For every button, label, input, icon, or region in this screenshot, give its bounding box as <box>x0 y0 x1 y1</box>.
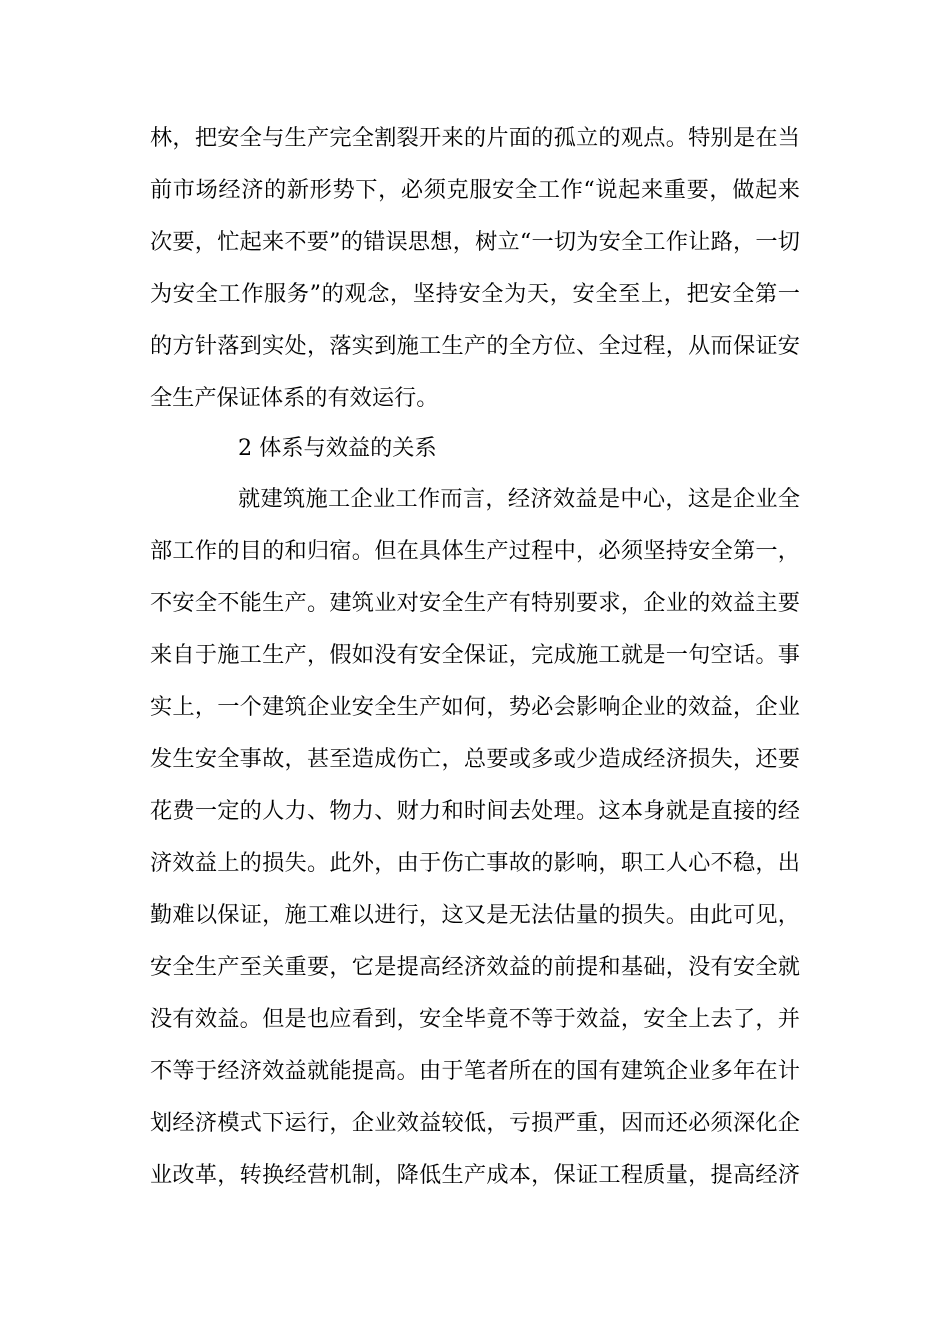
text-line: 前市场经济的新形势下，必须克服安全工作“说起来重要，做起来 <box>150 177 800 203</box>
text-line: 发生安全事故，甚至造成伤亡，总要或多或少造成经济损失，还要 <box>150 746 800 772</box>
text-line: 划经济模式下运行，企业效益较低，亏损严重，因而还必须深化企 <box>150 1110 800 1136</box>
text-line: 花费一定的人力、物力、财力和时间去处理。这本身就是直接的经 <box>150 798 800 824</box>
text-line: 不等于经济效益就能提高。由于笔者所在的国有建筑企业多年在计 <box>150 1058 800 1084</box>
text-line: 林，把安全与生产完全割裂开来的片面的孤立的观点。特别是在当 <box>150 125 800 151</box>
text-line: 就建筑施工企业工作而言，经济效益是中心，这是企业全 <box>238 486 800 512</box>
text-line: 部工作的目的和归宿。但在具体生产过程中，必须坚持安全第一， <box>150 538 800 564</box>
text-line: 次要，忙起来不要”的错误思想，树立“一切为安全工作让路，一切 <box>150 229 800 255</box>
text-line: 不安全不能生产。建筑业对安全生产有特别要求，企业的效益主要 <box>150 590 800 616</box>
text-line: 没有效益。但是也应看到，安全毕竟不等于效益，安全上去了，并 <box>150 1006 800 1032</box>
section-heading: 2 体系与效益的关系 <box>238 435 437 461</box>
text-line: 济效益上的损失。此外，由于伤亡事故的影响，职工人心不稳，出 <box>150 850 800 876</box>
text-line: 全生产保证体系的有效运行。 <box>150 385 439 411</box>
text-line: 勤难以保证，施工难以进行，这又是无法估量的损失。由此可见， <box>150 902 800 928</box>
text-line: 业改革，转换经营机制，降低生产成本，保证工程质量，提高经济 <box>150 1162 800 1188</box>
text-line: 实上，一个建筑企业安全生产如何，势必会影响企业的效益，企业 <box>150 694 800 720</box>
text-line: 的方针落到实处，落实到施工生产的全方位、全过程，从而保证安 <box>150 333 800 359</box>
text-line: 安全生产至关重要，它是提高经济效益的前提和基础，没有安全就 <box>150 954 800 980</box>
text-line: 来自于施工生产，假如没有安全保证，完成施工就是一句空话。事 <box>150 642 800 668</box>
text-line: 为安全工作服务”的观念，坚持安全为天，安全至上，把安全第一 <box>150 281 800 307</box>
